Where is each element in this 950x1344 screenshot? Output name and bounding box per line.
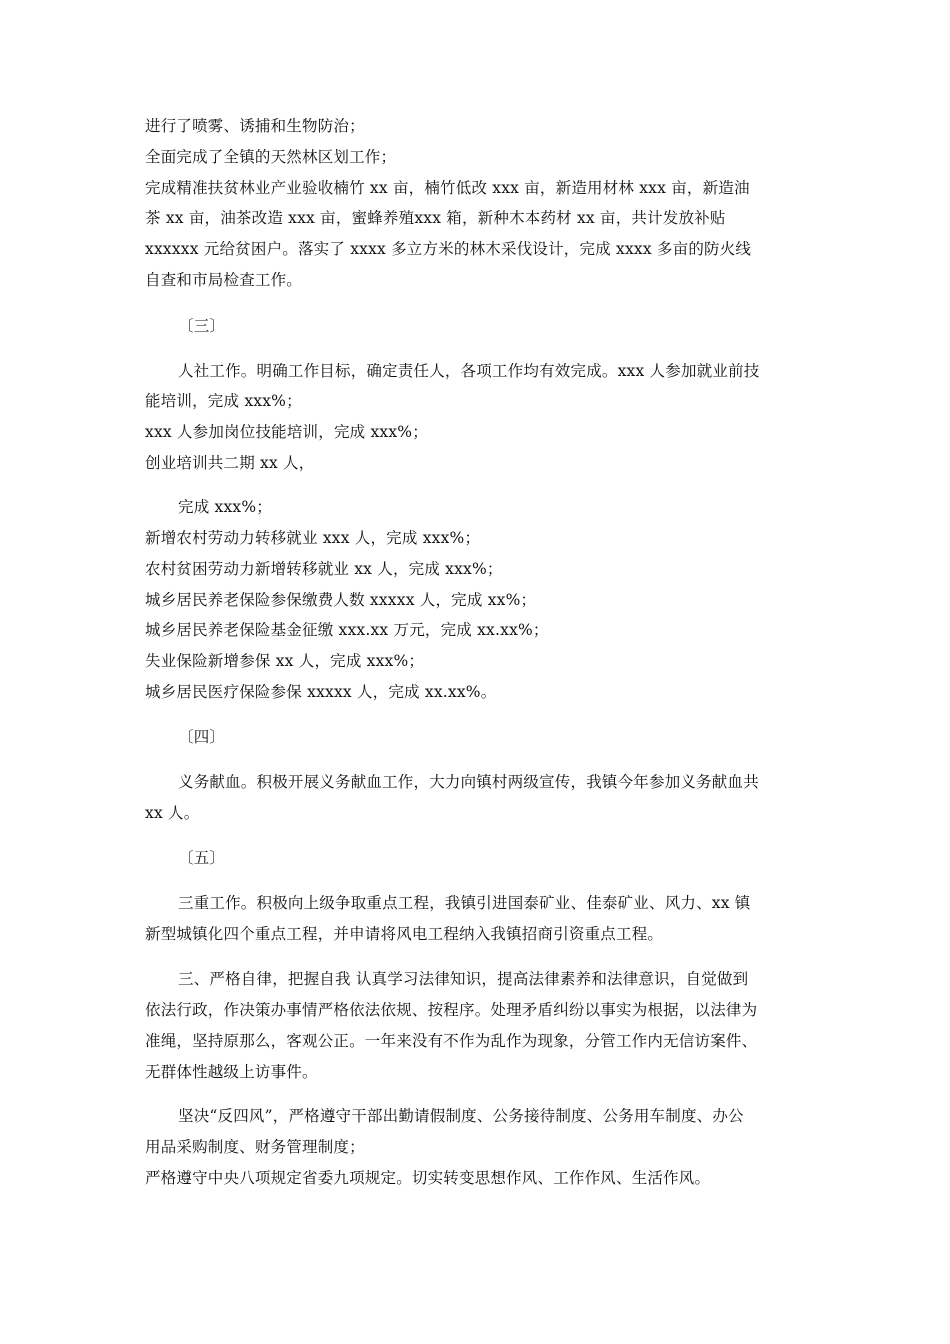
text-line: 依法行政，作决策办事情严格依法依规、按程序。处理矛盾纠纷以事实为根据，以法律为 (145, 1001, 758, 1019)
text-line: 新增农村劳动力转移就业 xxx 人，完成 xxx%； (145, 529, 481, 547)
text-line: 完成精准扶贫林业产业验收楠竹 xx 亩，楠竹低改 xxx 亩，新造用材林 xxx 亩，新造油 (145, 179, 750, 197)
text-line: 创业培训共二期 xx 人， (145, 454, 315, 472)
text-line: 全面完成了全镇的天然林区划工作； (145, 148, 397, 166)
text-line: 人社工作。明确工作目标，确定责任人，各项工作均有效完成。xxx 人参加就业前技 (178, 362, 760, 380)
text-line: 农村贫困劳动力新增转移就业 xx 人，完成 xxx%； (145, 560, 503, 578)
text-line: xx 人。 (145, 804, 200, 822)
text-line: 新型城镇化四个重点工程，并申请将风电工程纳入我镇招商引资重点工程。 (145, 925, 664, 943)
text-line: 无群体性越级上访事件。 (145, 1063, 318, 1081)
text-line: 能培训，完成 xxx%； (145, 392, 302, 410)
text-line: 失业保险新增参保 xx 人，完成 xxx%； (145, 652, 425, 670)
text-line: xxxxxx 元给贫困户。落实了 xxxx 多立方米的林木采伐设计，完成 xxxx 多亩的防火线 (145, 240, 752, 258)
text-line: 用品采购制度、财务管理制度； (145, 1138, 365, 1156)
text-line: 茶 xx 亩，油茶改造 xxx 亩，蜜蜂养殖xxx 箱，新种木本药材 xx 亩，共计发放补贴 (145, 209, 726, 227)
text-line: 城乡居民养老保险参保缴费人数 xxxxx 人，完成 xx%； (145, 591, 537, 609)
text-line: xxx 人参加岗位技能培训，完成 xxx%； (145, 423, 428, 441)
text-line: 三、严格自律，把握自我 认真学习法律知识，提高法律素养和法律意识，自觉做到 (178, 970, 749, 988)
text-line: 准绳，坚持原那么，客观公正。一年来没有不作为乱作为现象，分管工作内无信访案件、 (145, 1032, 758, 1050)
text-line: 义务献血。积极开展义务献血工作，大力向镇村两级宣传，我镇今年参加义务献血共 (178, 773, 759, 791)
text-line: 进行了喷雾、诱捕和生物防治； (145, 117, 365, 135)
text-line: 自查和市局检查工作。 (145, 271, 303, 289)
text-line: 完成 xxx%； (178, 498, 272, 516)
section-heading: 〔三〕 (178, 317, 226, 335)
text-line: 城乡居民医疗保险参保 xxxxx 人，完成 xx.xx%。 (145, 683, 497, 701)
text-line: 严格遵守中央八项规定省委九项规定。切实转变思想作风、工作作风、生活作风。 (145, 1169, 711, 1187)
text-line: 三重工作。积极向上级争取重点工程，我镇引进国泰矿业、佳泰矿业、风力、xx 镇 (178, 894, 751, 912)
section-heading: 〔四〕 (178, 728, 226, 746)
text-line: 坚决“反四风”，严格遵守干部出勤请假制度、公务接待制度、公务用车制度、办公 (178, 1107, 744, 1125)
text-line: 城乡居民养老保险基金征缴 xxx.xx 万元，完成 xx.xx%； (145, 621, 549, 639)
section-heading: 〔五〕 (178, 849, 226, 867)
